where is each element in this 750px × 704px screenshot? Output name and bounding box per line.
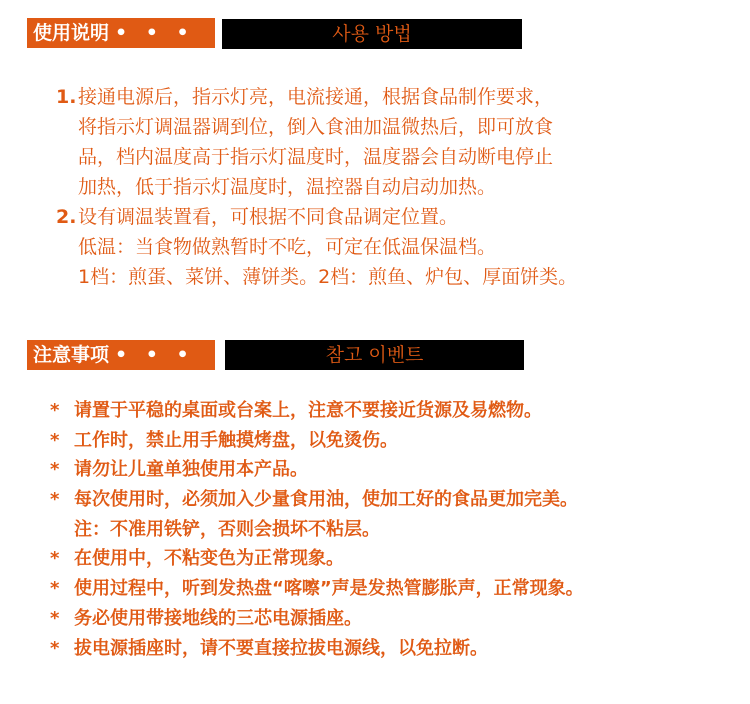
list-item: [50, 634, 740, 664]
usage-item-1-text: 接通电源后，指示灯亮，电流接通，根据食品制作要求，: [78, 86, 554, 108]
bullet-asterisk: *: [50, 607, 60, 629]
usage-instructions-label: [27, 18, 215, 48]
usage-instructions-title: 使用说明: [33, 22, 110, 44]
list-item-text: 使用过程中，听到发热盘“喀嚓”声是发热管膨胀声，正常现象。: [74, 578, 584, 600]
list-item-text: 在使用中，不粘变色为正常现象。: [74, 548, 344, 570]
list-item-note: [50, 515, 740, 545]
bullet-asterisk: *: [50, 489, 60, 511]
list-item-text: 拔电源插座时，请不要直接拉拔电源线，以免拉断。: [74, 637, 488, 659]
list-item: [50, 485, 740, 515]
precautions-list: [50, 396, 740, 663]
bullet-asterisk: *: [50, 400, 60, 421]
list-item-text: 工作时，禁止用手触摸烤盘，以免烫伤。: [74, 429, 398, 451]
usage-korean-title: 사용 방법: [332, 23, 412, 45]
list-item: [50, 574, 740, 604]
precautions-korean-title: 참고 이벤트: [325, 344, 424, 366]
usage-item-2-line-3: 1档：煎蛋、菜饼、薄饼类。2档：煎鱼、炉包、厚面饼类。: [78, 266, 578, 288]
list-item: [50, 544, 740, 574]
list-item: [50, 455, 740, 485]
list-item: [50, 396, 740, 426]
bullet-asterisk: *: [50, 459, 60, 481]
bullet-asterisk: *: [50, 578, 60, 600]
usage-korean-bar: [222, 19, 522, 49]
bullet-asterisk: *: [50, 429, 60, 451]
bullet-asterisk: *: [50, 548, 60, 570]
usage-item-1-number: 1.: [56, 86, 77, 108]
usage-item-2-line-1: [56, 202, 736, 232]
usage-item-1-line-1: [56, 82, 736, 112]
precautions-title: 注意事项: [33, 344, 110, 366]
usage-item-2-line-2: 低温：当食物做熟暂时不吃，可定在低温保温档。: [78, 236, 497, 258]
list-item: [50, 604, 740, 634]
bullet-asterisk: *: [50, 637, 60, 659]
usage-item-2-number: 2.: [56, 206, 77, 228]
usage-item-2-text: 设有调温装置看，可根据不同食品调定位置。: [78, 206, 459, 228]
precautions-korean-bar: [225, 340, 524, 370]
list-item: [50, 426, 740, 456]
note-text: 注：不准用铁铲，否则会损坏不粘层。: [74, 518, 380, 540]
precautions-label: [27, 340, 215, 370]
list-item-text: 请勿让儿童单独使用本产品。: [74, 459, 308, 481]
list-item-text: 务必使用带接地线的三芯电源插座。: [74, 607, 362, 629]
usage-dots: • • •: [115, 22, 195, 44]
usage-item-1-line-3: 品，档内温度高于指示灯温度时，温度器会自动断电停止: [78, 146, 554, 168]
usage-instructions-content: [56, 82, 736, 292]
usage-item-1-line-4: 加热，低于指示灯温度时，温控器自动启动加热。: [78, 176, 497, 198]
list-item-text: 每次使用时，必须加入少量食用油，使加工好的食品更加完美。: [74, 489, 578, 511]
usage-item-1-line-2: 将指示灯调温器调到位，倒入食油加温微热后，即可放食: [78, 116, 554, 138]
precautions-dots: • • •: [115, 344, 195, 366]
list-item-text: 请置于平稳的桌面或台案上，注意不要接近货源及易燃物。: [74, 400, 542, 421]
